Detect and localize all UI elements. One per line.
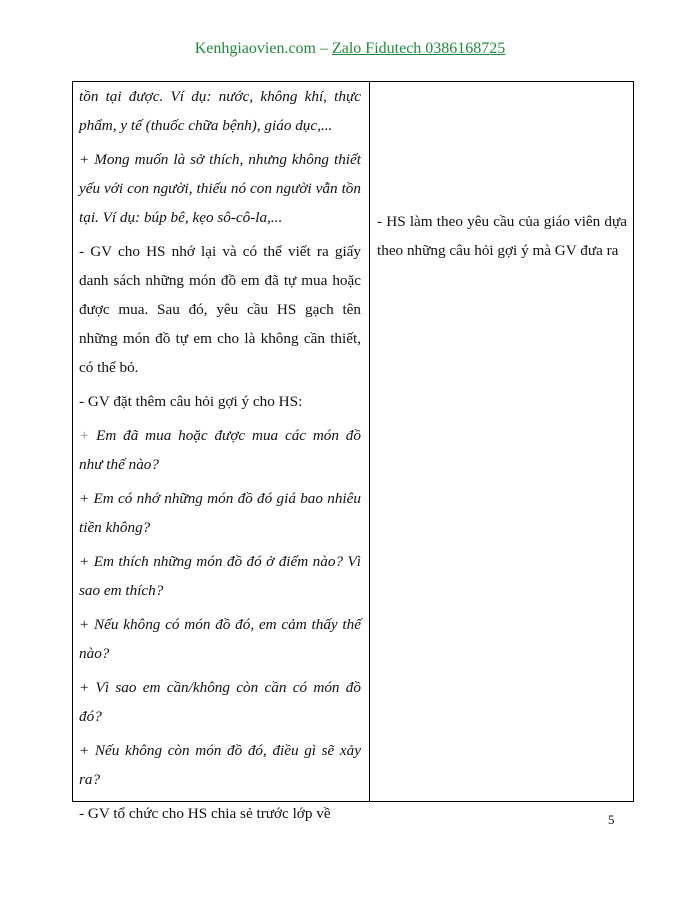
paragraph-share: - GV tổ chức cho HS chia sẻ trước lớp về	[79, 805, 331, 822]
bullet-plus: +	[79, 427, 90, 444]
question-why-like: + Em thích những món đồ đó ở điểm nào? Vì sao em thích?	[79, 553, 361, 599]
page-number: 5	[608, 812, 615, 827]
header-site: Kenhgiaovien.com	[194, 40, 316, 57]
question-without-item: + Nếu không có món đồ đó, em cảm thấy thế nào?	[79, 616, 361, 662]
paragraph-list-task: - GV cho HS nhớ lại và có thể viết ra giấy danh sách những món đồ em đã tự mua hoặc được mua. Sau đó, yêu cầu HS gạch tên những món đồ tự em cho là không cần thiết, có thể bỏ.	[79, 243, 361, 376]
student-activities-cell	[377, 207, 627, 265]
question-text: Em đã mua hoặc được mua các món đồ như thế nào?	[79, 427, 361, 473]
lesson-table	[72, 81, 634, 822]
column-divider	[369, 82, 370, 801]
question-how-bought	[79, 421, 361, 479]
question-what-happens: + Nếu không còn món đồ đó, điều gì sẽ xảy ra?	[79, 742, 361, 788]
teacher-activities-cell	[79, 82, 361, 833]
header-contact-link[interactable]: Zalo Fidutech 0386168725	[331, 40, 506, 57]
paragraph-needs-example: tồn tại được. Ví dụ: nước, không khí, thực phẩm, y tế (thuốc chữa bệnh), giáo dục,...	[79, 88, 361, 134]
page-header	[0, 40, 700, 58]
student-response-text: - HS làm theo yêu cầu của giáo viên dựa theo những câu hỏi gợi ý mà GV đưa ra	[377, 213, 627, 259]
paragraph-guiding-questions-intro: - GV đặt thêm câu hỏi gợi ý cho HS:	[79, 393, 303, 410]
question-why-need: + Vì sao em cần/không còn cần có món đồ đó?	[79, 679, 361, 725]
question-price: + Em có nhớ những món đồ đó giá bao nhiêu tiền không?	[79, 490, 361, 536]
header-separator: –	[315, 40, 332, 57]
paragraph-wants-definition: + Mong muốn là sở thích, nhưng không thiết yếu với con người, thiếu nó con người vẫn tồn tại. Ví dụ: búp bê, kẹo sô-cô-la,...	[79, 151, 361, 226]
